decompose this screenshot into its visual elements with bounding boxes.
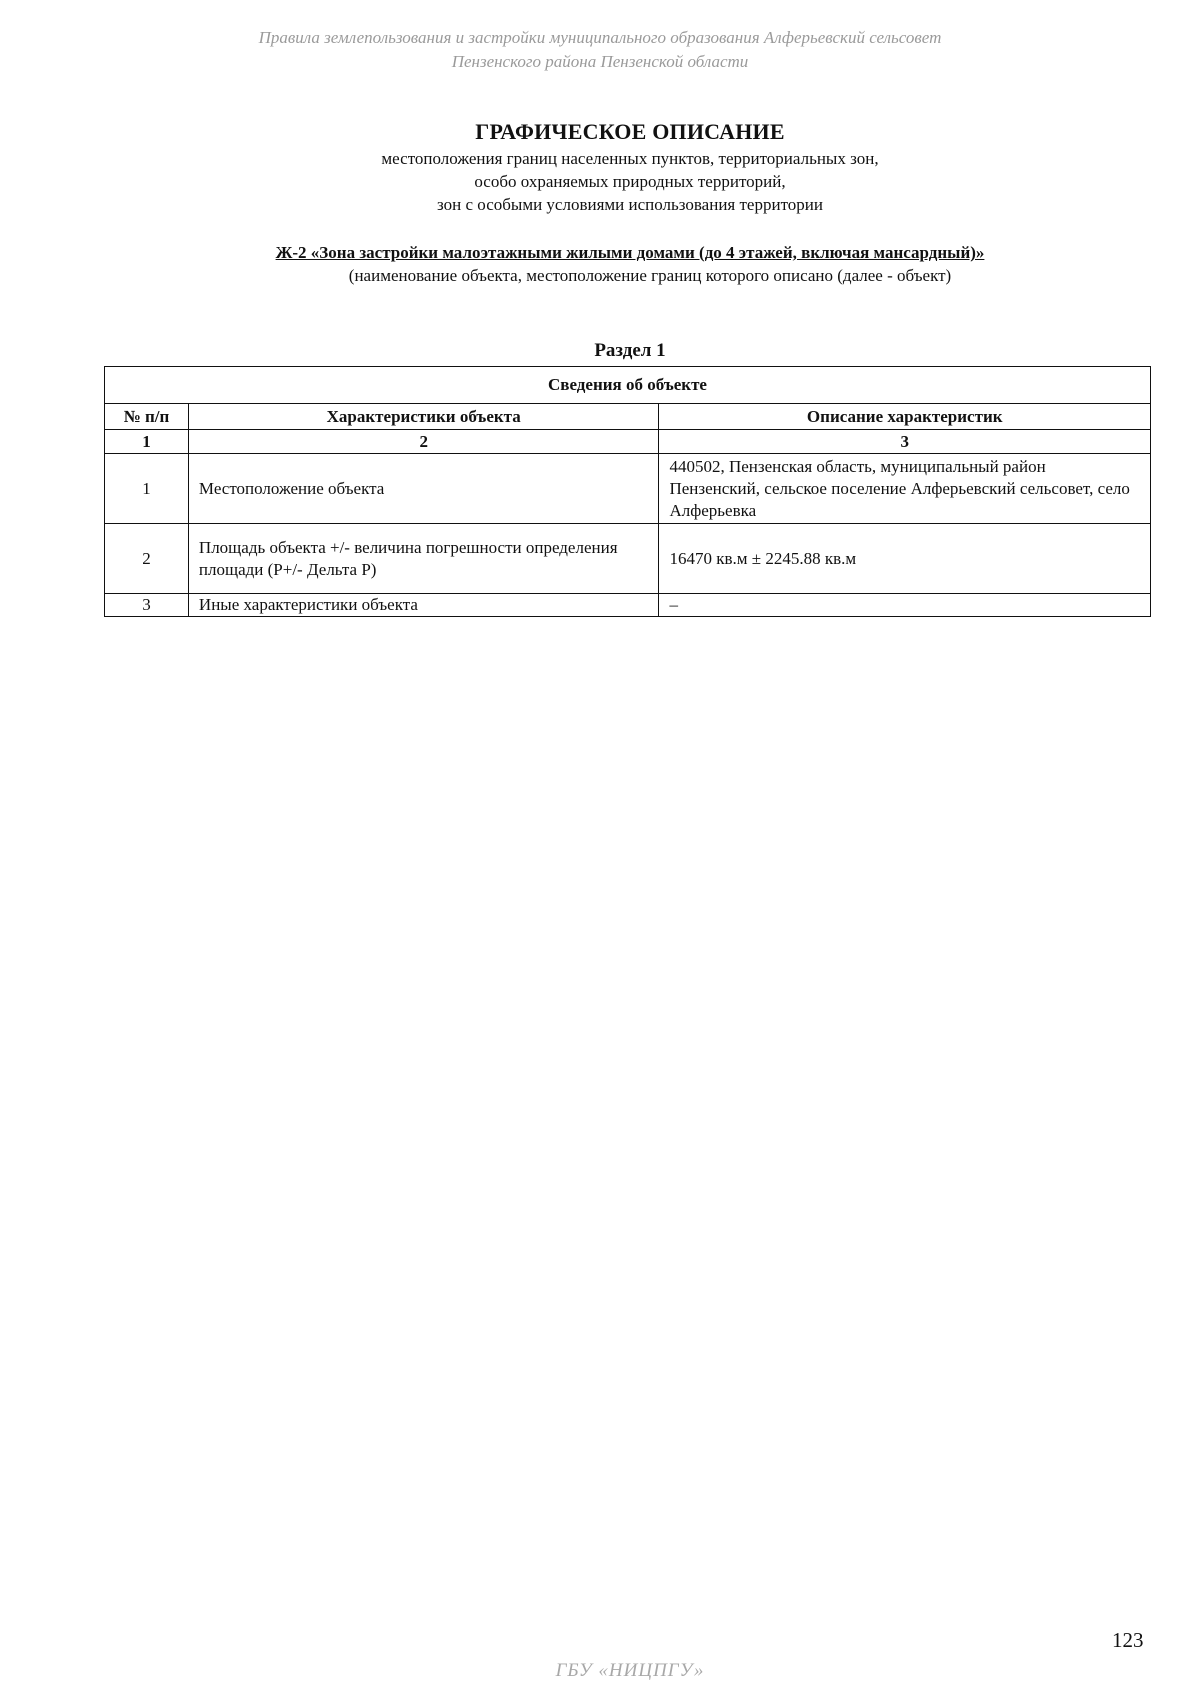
row-number: 3 xyxy=(105,594,189,617)
row-characteristic: Местоположение объекта xyxy=(188,454,659,524)
object-info-table xyxy=(104,366,1151,617)
section-title: Раздел 1 xyxy=(594,340,666,361)
object-caption: (наименование объекта, местоположение границ которого описано (далее - объект) xyxy=(348,266,952,285)
subtitle-line: зон с особыми условиями использования территории xyxy=(437,195,823,214)
header-line-2: Пензенского района Пензенской области xyxy=(451,52,749,71)
column-header: Описание характеристик xyxy=(659,404,1151,430)
row-description: 440502, Пензенская область, муниципальный район Пензенский, сельское поселение Алферьевский сельсовет, село Алферьевка xyxy=(659,454,1151,524)
row-number: 2 xyxy=(105,524,189,594)
subtitle-line: местоположения границ населенных пунктов, территориальных зон, xyxy=(381,149,879,168)
page-number: 123 xyxy=(1112,1628,1144,1652)
column-header: Характеристики объекта xyxy=(188,404,659,430)
table-row xyxy=(105,594,1151,617)
column-number: 1 xyxy=(105,430,189,454)
column-number-row xyxy=(105,430,1151,454)
object-name: Ж-2 «Зона застройки малоэтажными жилыми домами (до 4 этажей, включая мансардный)» xyxy=(275,243,985,262)
header-line-1: Правила землепользования и застройки муниципального образования Алферьевский сельсовет xyxy=(258,28,942,47)
subtitle-line: особо охраняемых природных территорий, xyxy=(474,172,786,191)
row-number: 1 xyxy=(105,454,189,524)
document-subtitle xyxy=(0,147,1200,216)
table-row xyxy=(105,454,1151,524)
column-header: № п/п xyxy=(105,404,189,430)
document-header xyxy=(0,26,1200,74)
table-caption-row xyxy=(105,367,1151,404)
column-number: 3 xyxy=(659,430,1151,454)
row-description: 16470 кв.м ± 2245.88 кв.м xyxy=(659,524,1151,594)
table-row xyxy=(105,524,1151,594)
row-characteristic: Иные характеристики объекта xyxy=(188,594,659,617)
footer-organization: ГБУ «НИЦПГУ» xyxy=(555,1660,705,1681)
table-caption: Сведения об объекте xyxy=(105,367,1151,404)
table-header-row xyxy=(105,404,1151,430)
row-characteristic: Площадь объекта +/- величина погрешности определения площади (Р+/- Дельта Р) xyxy=(188,524,659,594)
column-number: 2 xyxy=(188,430,659,454)
document-title: ГРАФИЧЕСКОЕ ОПИСАНИЕ xyxy=(475,119,785,144)
row-description: – xyxy=(659,594,1151,617)
